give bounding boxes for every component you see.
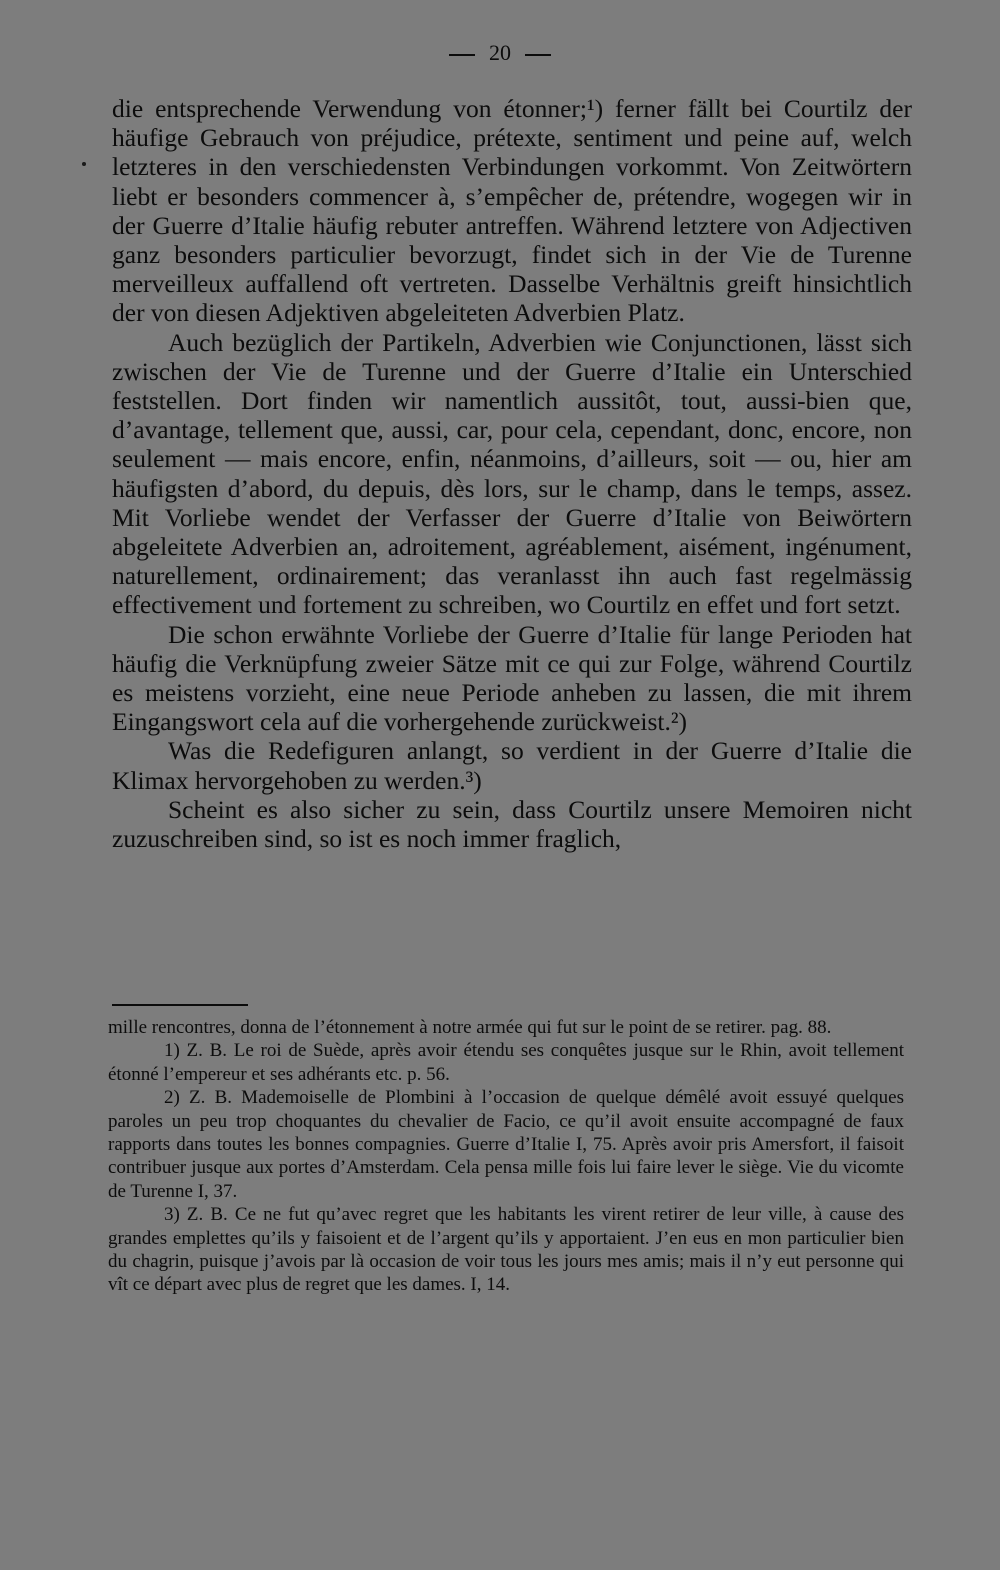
page-header (0, 38, 1000, 68)
paragraph-figures: Was die Redefiguren anlangt, so verdient in der Guerre d’Italie die Klimax hervorgehoben zu werden.³) (112, 736, 912, 795)
footnote-separator (112, 1004, 248, 1006)
paragraph-conclusion: Scheint es also sicher zu sein, dass Courtilz unsere Memoiren nicht zuzuschreiben sind, so ist es noch immer fraglich, (112, 794, 912, 854)
footnote-3: 3) Z. B. Ce ne fut qu’avec regret que les habitants les virent retirer de leur ville, à cause des grandes emplettes qu’ils y faisoient et de l’argent qu’ils y apportaient. J’en eus en mon particulier bien du chagrin, puisque j’avois par là occasion de voir tous les jours mes amis; mais il n’y eut personne qui vît ce départ avec plus de regret que les dames. I, 14. (108, 1204, 904, 1296)
footnote-2: 2) Z. B. Mademoiselle de Plombini à l’occasion de quelque démêlé avoit essuyé quelques paroles un peu trop choquantes du chevalier de Facio, ce qu’il avoit ensuite accompagné de faux rapports dans toutes les bonnes compagnies. Guerre d’Italie I, 75. Après avoir pris Amersfort, il faisoit contribuer jusque aux portes d’Amsterdam. Cela pensa mille fois lui faire lever le siège. Vie du vicomte de Turenne I, 37. (108, 1087, 904, 1202)
page-number: 20 (489, 40, 511, 65)
main-text (112, 94, 912, 853)
footnotes (108, 1016, 904, 1297)
paragraph-periods: Die schon erwähnte Vorliebe der Guerre d’Italie für lange Perioden hat häufig die Verknüpfung zweier Sätze mit ce qui zur Folge, während Courtilz es meistens vorzieht, eine neue Periode anheben zu lassen, die mit ihrem Eingangswort cela auf die vorhergehende zurückweist.²) (112, 619, 912, 737)
header-dash-right (525, 54, 551, 56)
paragraph-continuation: die entsprechende Verwendung von étonner;¹) ferner fällt bei Courtilz der häufige Gebrauch von préjudice, prétexte, sentiment und peine auf, welch letzteres in den verschiedensten Verbindungen vorkommt. Von Zeitwörtern liebt er besonders commencer à, s’empêcher de, prétendre, wogegen wir in der Guerre d’Italie häufig rebuter antreffen. Während letztere von Adjectiven ganz besonders particulier bevorzugt, findet sich in der Vie de Turenne merveilleux auffallend oft vertreten. Dasselbe Verhältnis greift hinsichtlich der von diesen Adjektiven abgeleiteten Adverbien Platz. (112, 94, 912, 328)
header-dash-left (449, 54, 475, 56)
paragraph-particles: Auch bezüglich der Partikeln, Adverbien wie Conjunctionen, lässt sich zwischen der Vie de Turenne und der Guerre d’Italie ein Unterschied feststellen. Dort finden wir namentlich aussitôt, tout, aussi-bien que, d’avantage, tellement que, aussi, car, pour cela, cependant, donc, encore, non seulement — mais encore, enfin, néanmoins, d’ailleurs, soit — ou, hier am häufigsten d’abord, du depuis, dès lors, sur le champ, dans le temps, assez. Mit Vorliebe wendet der Verfasser der Guerre d’Italie von Beiwörtern abgeleitete Adverbien an, adroitement, agréablement, aisément, ingénument, naturellement, ordinairement; das veranlasst ihn auch fast regelmässig effectivement und fortement zu schreiben, wo Courtilz en effet und fort setzt. (112, 327, 912, 620)
footnote-1: 1) Z. B. Le roi de Suède, après avoir étendu ses conquêtes jusque sur le Rhin, avoit tellement étonné l’empereur et ses adhérants etc. p. 56. (108, 1040, 904, 1085)
margin-mark (82, 162, 86, 166)
footnote-continuation: mille rencontres, donna de l’étonnement à notre armée qui fut sur le point de se retirer. pag. 88. (108, 1017, 832, 1038)
